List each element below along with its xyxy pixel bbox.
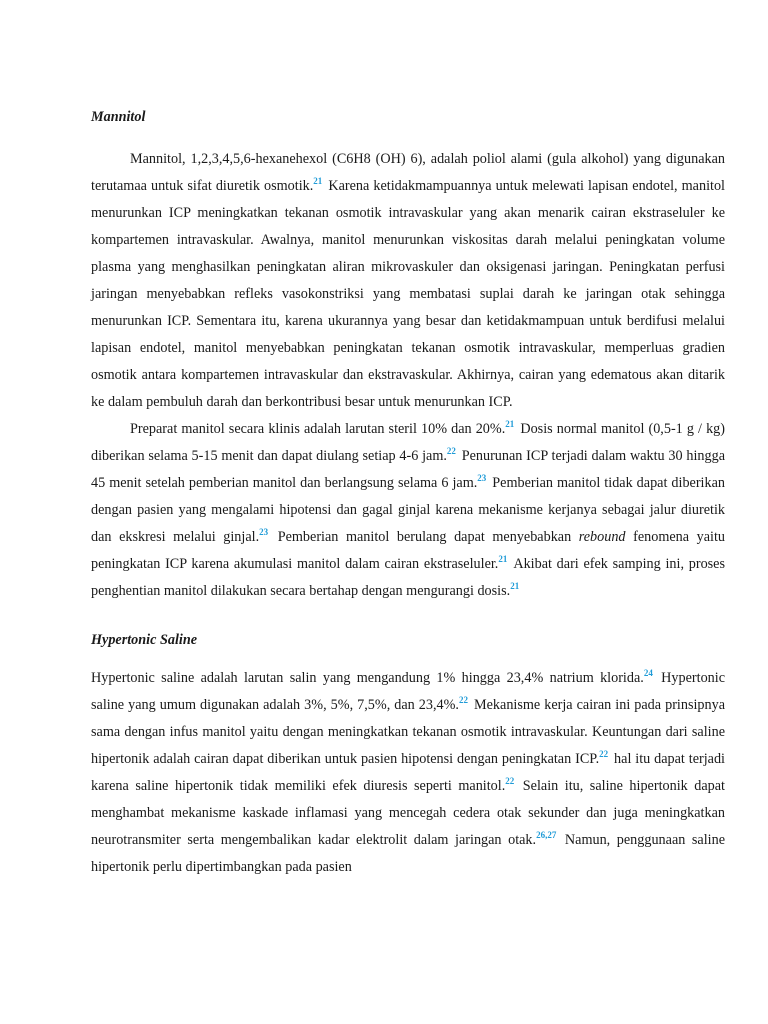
text-run: Penurunan ICP terjadi dalam waktu 30 hingga 45 menit setelah pemberian manitol dan berlangsung selama 6 jam.	[91, 448, 726, 491]
citation-ref: 26,27	[536, 830, 557, 841]
paragraph-mannitol-2	[91, 416, 725, 605]
document-page	[91, 100, 725, 881]
citation-ref: 22	[599, 749, 609, 760]
text-run: Pemberian manitol berulang dapat menyebabkan	[270, 529, 579, 545]
heading-mannitol: Mannitol	[91, 109, 146, 125]
heading-hypertonic-saline: Hypertonic Saline	[91, 632, 198, 648]
text-run: Namun, penggunaan saline hipertonik perlu dipertimbangkan pada pasien	[91, 832, 726, 875]
text-run: fenomena yaitu peningkatan ICP karena akumulasi manitol dalam cairan ekstraseluler.	[91, 529, 725, 572]
paragraph-mannitol-1	[91, 146, 725, 416]
text-run: Mannitol, 1,2,3,4,5,6-hexanehexol (C6H8 (OH) 6), adalah poliol alami (gula alkohol) yang digunakan terutamaa untuk sifat diuretik osmotik.	[91, 151, 725, 194]
citation-ref: 23	[477, 473, 487, 484]
citation-ref: 22	[458, 695, 468, 706]
paragraph-hypertonic-1	[91, 665, 725, 881]
citation-ref: 21	[505, 419, 515, 430]
citation-ref: 21	[498, 554, 508, 565]
text-run: Preparat manitol secara klinis adalah larutan steril 10% dan 20%.	[130, 421, 506, 437]
citation-ref: 22	[505, 776, 515, 787]
text-run: Hypertonic saline yang umum digunakan adalah 3%, 5%, 7,5%, dan 23,4%.	[91, 670, 725, 713]
citation-ref: 21	[313, 176, 323, 187]
emphasis-rebound: rebound	[578, 529, 626, 545]
citation-ref: 22	[446, 446, 456, 457]
text-run: Dosis normal manitol (0,5-1 g / kg) diberikan selama 5-15 menit dan dapat diulang setiap 4-6 jam.	[91, 421, 725, 464]
text-run: Hypertonic saline adalah larutan salin yang mengandung 1% hingga 23,4% natrium klorida.	[91, 670, 644, 686]
text-run: Karena ketidakmampuannya untuk melewati lapisan endotel, manitol menurunkan ICP meningkatkan tekanan osmotik intravaskular yang akan menarik cairan ekstraseluler ke kompartemen intravaskular. Awalnya, manitol menurunkan viskositas darah melalui peningkatan volume plasma yang menghasilkan peningkatan aliran mikrovaskuler dan oksigenasi jaringan. Peningkatan perfusi jaringan menyebabkan refleks vasokonstriksi yang membatasi suplai darah ke jaringan otak sehingga menurunkan ICP. Sementara itu, karena ukurannya yang besar dan ketidakmampuan untuk berdifusi melalui lapisan endotel, manitol menyebabkan peningkatan tekanan osmotik intravaskular, memperluas gradien osmotik antara kompartemen intravaskular dan ekstravaskular. Akhirnya, cairan yang edematous akan ditarik ke dalam pembuluh darah dan berkontribusi besar untuk menurunkan ICP.	[91, 178, 725, 410]
text-run: Mekanisme kerja cairan ini pada prinsipnya sama dengan infus manitol yaitu dengan meningkatkan tekanan osmotik intravaskular. Keuntungan dari saline hipertonik adalah cairan dapat diberikan untuk pasien hipotensi dengan peningkatan ICP.	[91, 697, 725, 767]
text-run: Akibat dari efek samping ini, proses penghentian manitol dilakukan secara bertahap dengan mengurangi dosis.	[91, 556, 725, 599]
text-run: Pemberian manitol tidak dapat diberikan dengan pasien yang mengalami hipotensi dan gagal ginjal karena mekanisme kerjanya sebagai jalur diuretik dan ekskresi melalui ginjal.	[91, 475, 725, 545]
citation-ref: 24	[643, 668, 653, 679]
text-run: hal itu dapat terjadi karena saline hipertonik tidak memiliki efek diuresis seperti manitol.	[91, 751, 725, 794]
citation-ref: 21	[510, 581, 520, 592]
citation-ref: 23	[259, 527, 269, 538]
text-run: Selain itu, saline hipertonik dapat menghambat mekanisme kaskade inflamasi yang mencegah cedera otak sekunder dan juga meningkatkan neurotransmiter serta mengembalikan kadar elektrolit dalam jaringan otak.	[91, 778, 725, 848]
